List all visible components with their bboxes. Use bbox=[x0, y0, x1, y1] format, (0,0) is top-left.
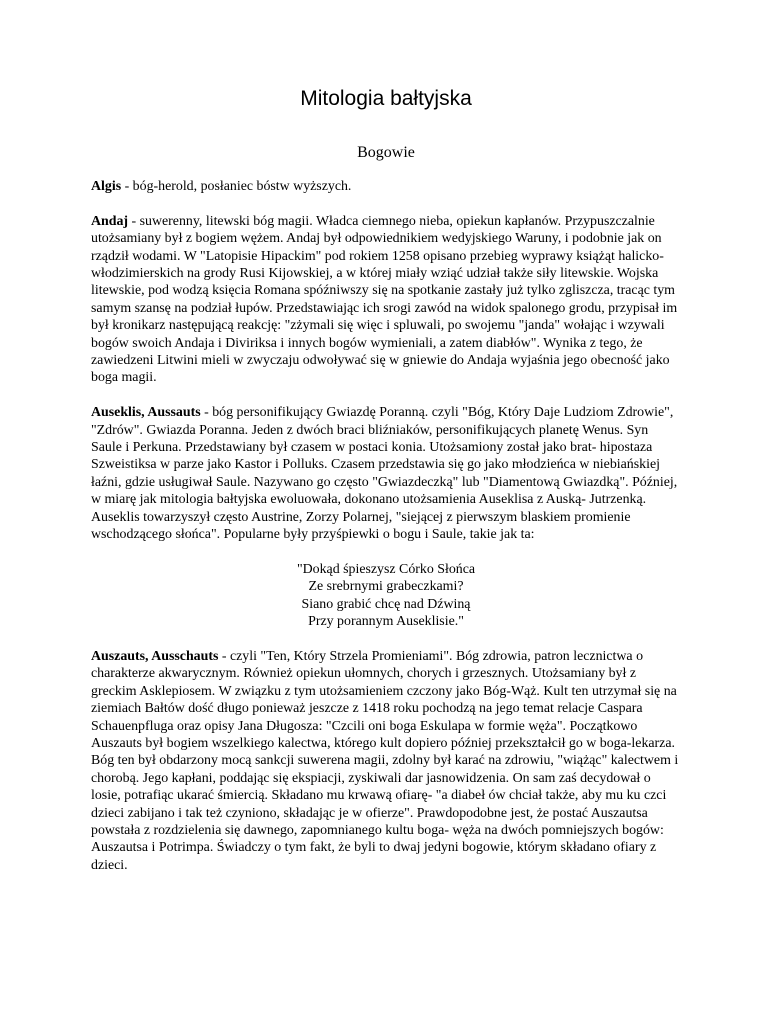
entry-term: Algis bbox=[91, 179, 122, 194]
entry-text: - bóg personifikujący Gwiazdę Poranną. czyli "Bóg, Który Daje Ludziom Zdrowie", "Zdrów". Gwiazda Poranna. Jeden z dwóch braci bliźniaków, personifikujących planetę Wenus. Syn Saule i Perkuna. Przedstawiany był czasem w postaci konia. Utożsamiony został jako brat- hipostaza Szweistiksa w parze jako Kastor i Polluks. Czasem przedstawia się go jako młodzieńca w niebiańskiej łaźni, gdzie usługiwał Saule. Nazywano go często "Gwiazdeczką" lub "Diamentową Gwiazdką". Później, w miarę jak mitologia bałtyjska ewoluowała, dokonano utożsamienia Auseklisa z Auską- Jutrzenką. Auseklis towarzyszył często Austrine, Zorzy Polarnej, "siejącej z pierwszym blaskiem promienie wschodzącego słońca". Popularne były przyśpiewki o bogu i Saule, takie jak ta: bbox=[91, 405, 678, 543]
entry-text: - czyli "Ten, Który Strzela Promieniami". Bóg zdrowia, patron lecznictwa o charakterze akwarycznym. Również opiekun ułomnych, chorych i grzesznych. Utożsamiany był z greckim Asklepiosem. W związku z tym utożsamieniem czczony jako Bóg-Wąż. Kult ten utrzymał się na ziemiach Bałtów dość długo ponieważ jeszcze z 1418 roku pochodzą na jego temat relacje Caspara Schauenpfluga oraz opisy Jana Długosza: "Czcili oni boga Eskulapa w formie węża". Początkowo Auszauts był bogiem wszelkiego kalectwa, którego kult dopiero później przekształcił go w boga-lekarza. Bóg ten był obdarzony mocą sankcji suwerena magii, zdolny był karać na zdrowiu, "wiążąc" kalectwem i chorobą. Jego kapłani, poddając się ekspiacji, zyskiwali dar jasnowidzenia. On sam zaś decydował o losie, potrafiąc ukarać śmiercią. Składano mu krwawą ofiarę- "a diabeł ów chciał także, aby mu ku czci dzieci zabijano i tak też czyniono, składając je w ofierze". Prawdopodobne jest, że postać Auszautsa powstała z rozdzielenia się dawnego, zapomnianego kultu boga- węża na dwóch pomniejszych bogów: Auszautsa i Potrimpa. Świadczy o tym fakt, że byli to dwaj jedyni bogowie, którym składano ofiary z dzieci. bbox=[91, 648, 679, 873]
entry-text: - suwerenny, litewski bóg magii. Władca ciemnego nieba, opiekun kapłanów. Przypuszczalnie utożsamiany był z bogiem wężem. Andaj był odpowiednikiem wedyjskiego Waruny, i podobnie jak on rządził wodami. W "Latopisie Hipackim" pod rokiem 1258 opisano przebieg wyprawy książąt halicko-włodzimierskich na grody Rusi Kijowskiej, a w której miały wziąć udział także siły litewskie. Wojska litewskie, pod wodzą księcia Romana spóźniwszy się na spotkanie zastały już tylko zgliszcza, tracąc tym samym szansę na podział łupów. Przedstawiając ich srogi zawód na widok spalonego grodu, przypisał im był kronikarz następującą reakcję: "zżymali się więc i spluwali, po swojemu "janda" wołając i wzywali bogów swoich Andaja i Diviriksa i innych bogów wymieniali, a zatem diabłów". Wynika z tego, że zawiedzeni Litwini mieli w zwyczaju odwoływać się w gniewie do Andaja wyjaśnia jego obecność jako boga magii. bbox=[91, 213, 678, 386]
poem-line: Przy porannym Auseklisie." bbox=[308, 614, 464, 630]
poem-line: Ze srebrnymi grabeczkami? bbox=[308, 579, 464, 595]
entry-term: Andaj bbox=[91, 213, 129, 229]
entry-andaj bbox=[91, 213, 681, 387]
poem-line: "Dokąd śpieszysz Córko Słońca bbox=[296, 561, 476, 577]
entry-auszauts bbox=[91, 648, 681, 874]
section-heading: Bogowie bbox=[357, 144, 415, 161]
document-title: Mitologia bałtyjska bbox=[300, 87, 472, 110]
entry-auseklis bbox=[91, 404, 681, 543]
entry-term: Auszauts, Ausschauts bbox=[91, 648, 219, 664]
poem-quote bbox=[91, 561, 681, 631]
poem-line: Siano grabić chcę nad Dźwiną bbox=[301, 596, 471, 612]
entry-text: - bóg-herold, posłaniec bóstw wyższych. bbox=[121, 179, 352, 194]
document-body bbox=[91, 178, 681, 892]
entry-term: Auseklis, Aussauts bbox=[91, 405, 201, 421]
entry-algis bbox=[91, 178, 681, 195]
